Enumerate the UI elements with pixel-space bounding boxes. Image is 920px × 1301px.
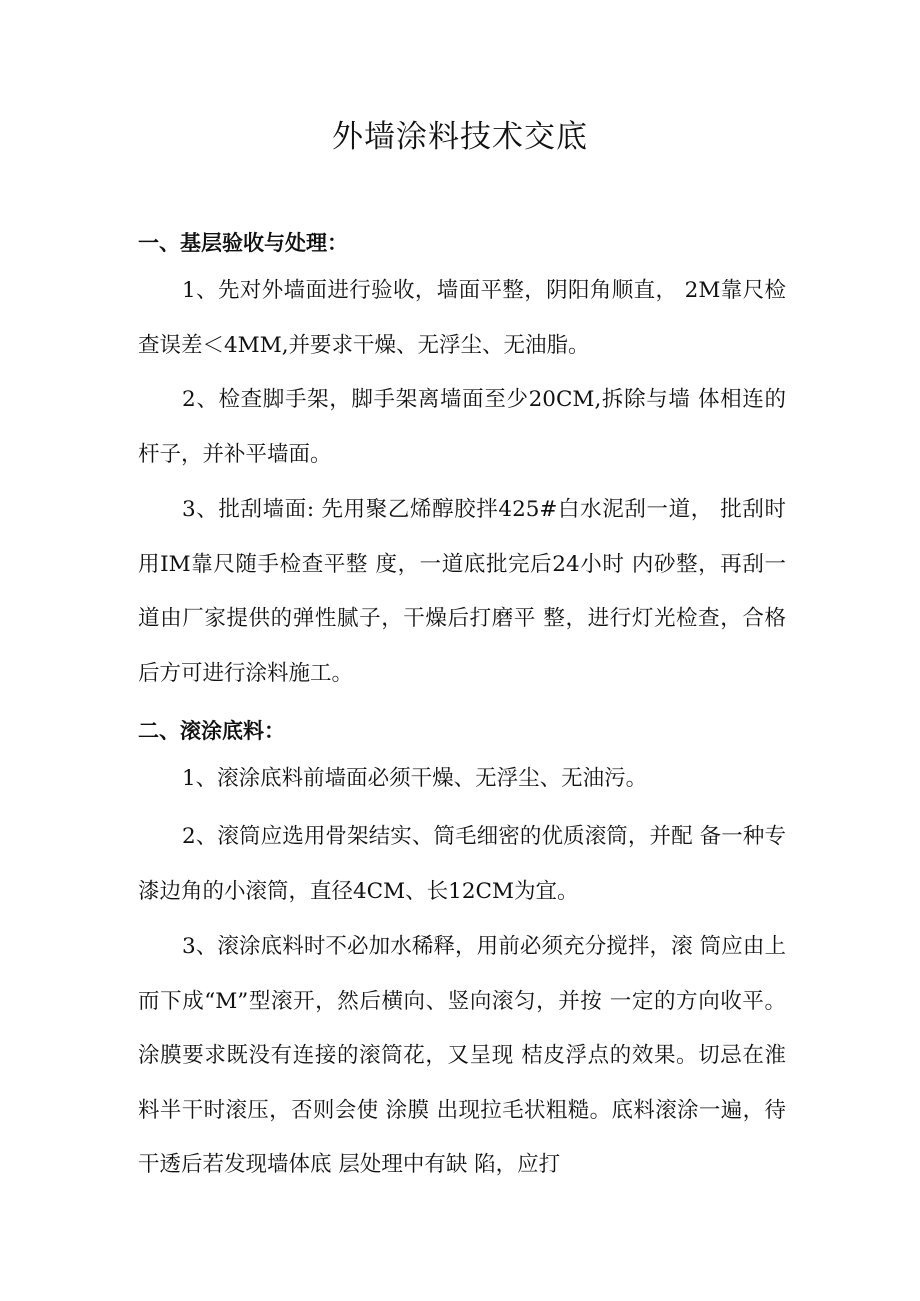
section-heading-2: 二、滚涂底料： [138,719,285,743]
paragraph-1-1: 1、先对外墙面进行验收，墙面平整，阴阳角顺直， 2M靠尺检查误差＜4MM,并要求干燥、无浮尘、无油脂。 [138,278,786,358]
page-title: 外墙涂料技术交底 [332,119,588,155]
paragraph-1-3: 3、批刮墙面: 先用聚乙烯醇胶拌425#白水泥刮一道， 批刮时用IM靠尺随手检查平整 度，一道底批完后24小时 内砂整，再刮一道由厂家提供的弹性腻子，干燥后打磨平 整，进行灯光检查，合格后方可进行涂料施工。 [138,497,786,686]
paragraph-1-2: 2、检查脚手架，脚手架离墙面至少20CM,拆除与墙 体相连的杆子，并补平墙面。 [138,387,786,467]
paragraph-2-2: 2、滚筒应选用骨架结实、筒毛细密的优质滚筒，并配 备一种专漆边角的小滚筒，直径4CM、长12CM为宜。 [138,824,786,904]
paragraph-2-3: 3、滚涂底料时不必加水稀释，用前必须充分搅拌，滚 筒应由上而下成“M”型滚开，然后横向、竖向滚匀，并按 一定的方向收平。涂膜要求既没有连接的滚筒花，又呈现 桔皮浮点的效果。切忌在淮料半干时滚压，否则会使 涂膜 出现拉毛状粗糙。底料滚涂一遍，待干透后若发现墙体底 层处理中有缺 陷，应打 [138,934,786,1177]
section-heading-1: 一、基层验收与处理： [138,231,348,255]
paragraph-2-1: 1、滚涂底料前墙面必须干燥、无浮尘、无油污。 [182,766,648,791]
